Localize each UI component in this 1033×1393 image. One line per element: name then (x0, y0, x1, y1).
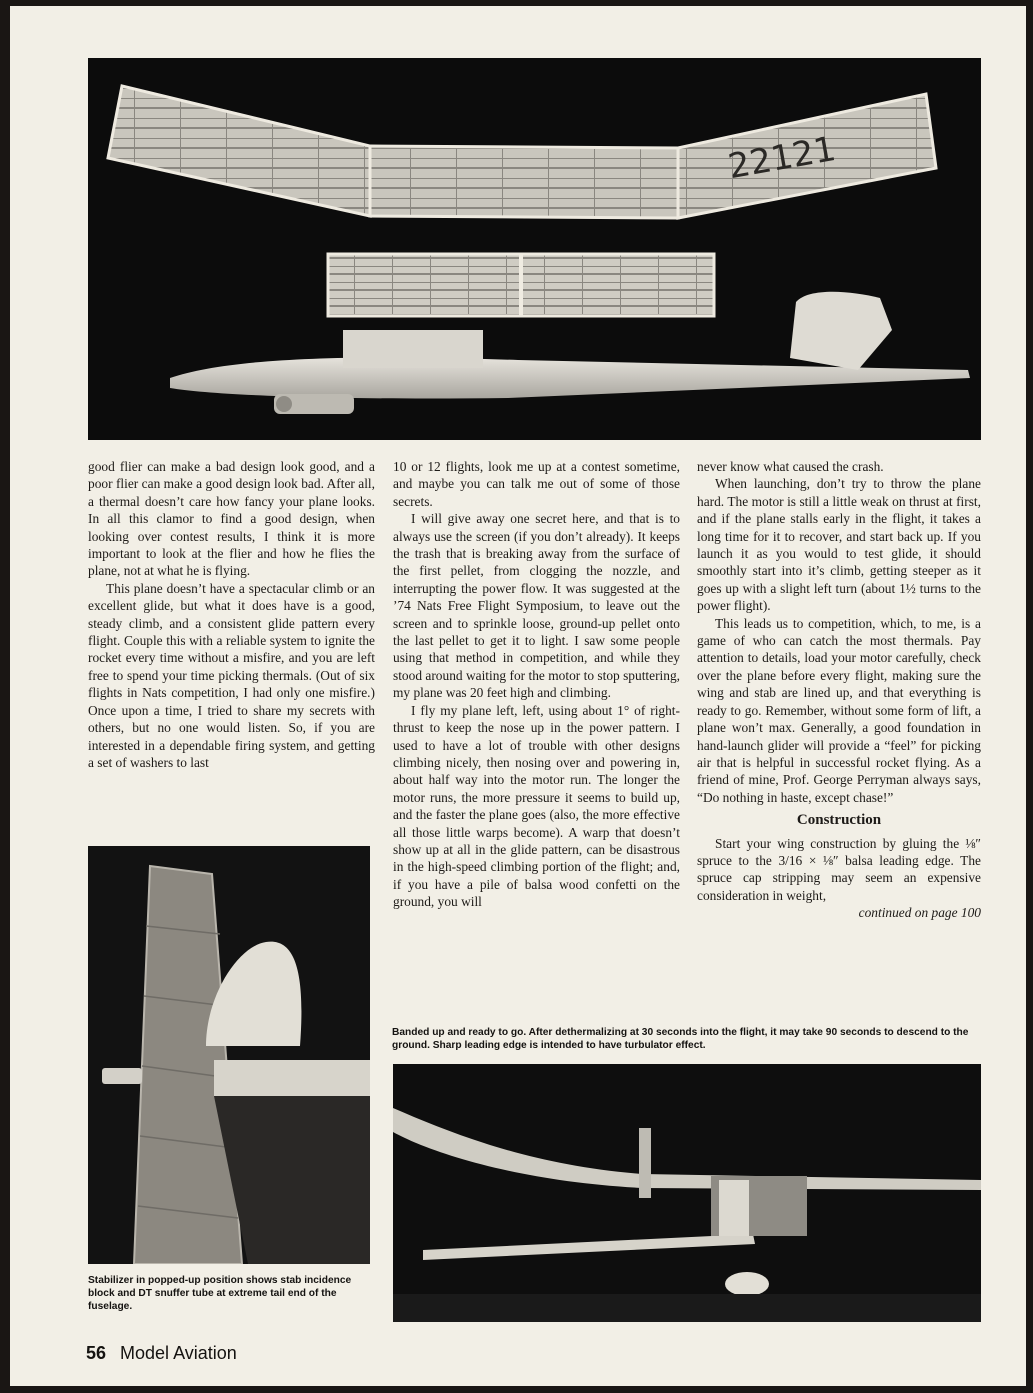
article-column-3 (697, 458, 981, 922)
publication-name: Model Aviation (120, 1343, 237, 1363)
paragraph: When launching, don’t try to throw the plane hard. The motor is still a little weak on thrust at first, and if the plane stalls early in the flight, it takes a long time for it to recover, and start back up. If you launch it as you would to test glide, it should smoothly start into it’s climb, getting steeper as it goes up with a slight left turn (about 1½ turns to the power flight). (697, 476, 981, 614)
caption-banded: Banded up and ready to go. After dethermalizing at 30 seconds into the flight, it may take 90 seconds to descend to the ground. Sharp leading edge is intended to have turbulator effect. (392, 1027, 969, 1051)
folio (86, 1343, 237, 1364)
article-column-2 (393, 458, 680, 911)
paragraph: I fly my plane left, left, using about 1° of right-thrust to keep the nose up in the power pattern. I used to have a lot of trouble with other designs climbing nicely, then nosing over and powering in, about half way into the motor run. The longer the motor runs, the more pressure it seems to build up, and the faster the plane goes (also, the more effective all those little warps become). A warp that doesn’t show up at all in the glide pattern, can be disastrous in the high-speed climbing portion of the flight; and, if you have a pile of balsa wood confetti on the ground, you will (393, 702, 680, 910)
paragraph: Start your wing construction by gluing the ⅛″ spruce to the 3/16 × ⅛″ balsa leading edge. The spruce cap stripping may seem an expensive consideration in weight, (697, 835, 981, 903)
paragraph: I will give away one secret here, and that is to always use the screen (if you don’t already). It keeps the trash that is breaking away from the surface of the first pellet, from clogging the nozzle, and interrupting the power flow. It was suggested at the ’74 Nats Free Flight Symposium, to leave out the screen and to sprinkle loose, ground-up pellet onto the last pellet to get it to light. I saw some people using that method in competition, and while they stood around waiting for the motor to stop sputtering, my plane was 20 feet high and climbing. (393, 511, 680, 701)
paragraph: This plane doesn’t have a spectacular climb or an excellent glide, but what it does have is a good, steady climb, and a consistent glide pattern every flight. Couple this with a reliable system to ignite the rocket every time without a misfire, and you are left free to spend your time picking thermals. (Out of six flights in Nats competition, I had only one misfire.) Once upon a time, I tried to share my secrets with others, but no one would listen. So, if you are interested in a dependable firing system, and getting a set of washers to last (88, 580, 375, 770)
magazine-page (10, 6, 1026, 1386)
section-heading-construction: Construction (796, 812, 882, 829)
paragraph: 10 or 12 flights, look me up at a contest sometime, and maybe you can talk me out of some of those secrets. (393, 459, 680, 509)
paragraph: never know what caused the crash. (697, 459, 884, 474)
photo-stabilizer-tail (88, 846, 370, 1264)
top-photo-components (88, 58, 981, 440)
wing-markings: 22121 (725, 128, 839, 188)
paragraph: good flier can make a bad design look good, and a poor flier can make a good design look bad. After all, a thermal doesn’t care how fancy your plane looks. In all this clamor to find a good design, when looking over contest results, I think it is more important to look at the flier and how he flies the plane, not at what he is flying. (88, 459, 375, 579)
article-column-1 (88, 458, 375, 771)
page-number: 56 (86, 1343, 107, 1363)
continued-note: continued on page 100 (858, 905, 981, 921)
paragraph: This leads us to competition, which, to me, is a game of who can catch the most thermals. Pay attention to details, load your motor carefully, check over the plane before every flight, making sure the wing and stab are lined up, and that everything is ready to go. Remember, without some form of lift, a plane won’t max. Generally, a good foundation in hand-launch glider will provide a “feel” for picking air that is helpful in successful rocket flying. As a friend of mine, Prof. George Perryman always says, “Do nothing in haste, except chase!” (697, 615, 981, 805)
caption-stabilizer: Stabilizer in popped-up position shows stab incidence block and DT snuffer tube at extreme tail end of the fuselage. (88, 1275, 352, 1312)
photo-banded-plane (393, 1064, 981, 1322)
